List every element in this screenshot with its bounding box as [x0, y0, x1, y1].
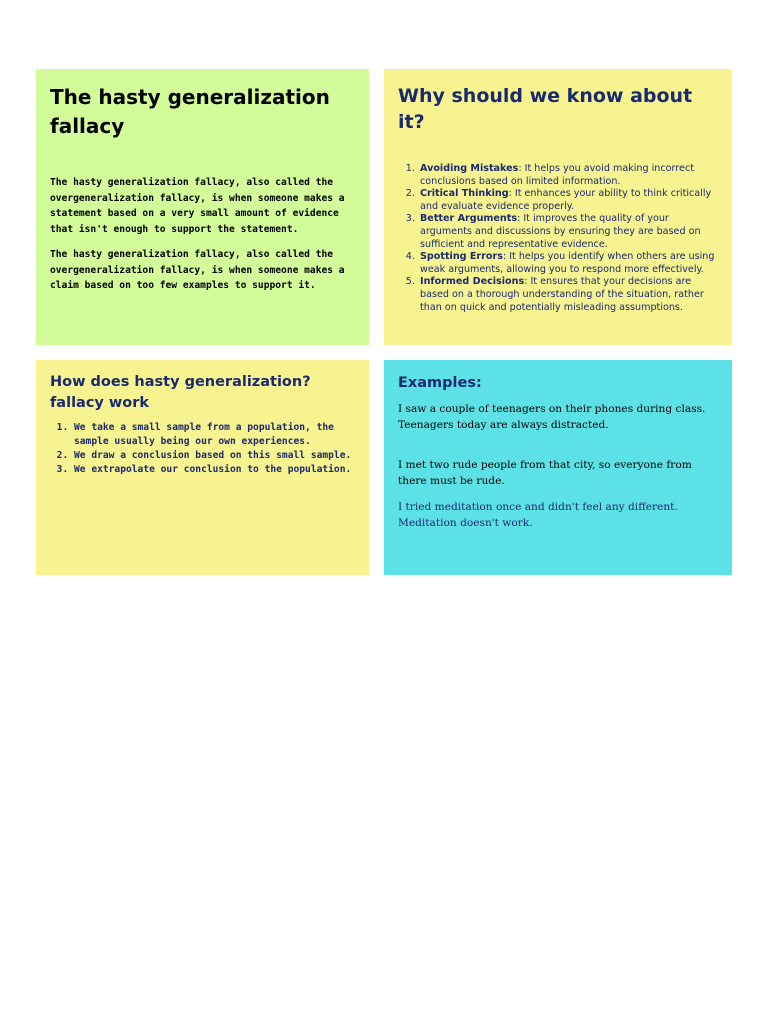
reason-text: : It improves the quality of your arguments and discussions by ensuring they are based on sufficient and representative evidence. [420, 213, 701, 250]
reason-text: : It helps you avoid making incorrect conclusions based on limited information. [420, 163, 694, 187]
reason-term: Avoiding Mistakes [420, 163, 519, 174]
reason-term: Critical Thinking [420, 188, 509, 200]
list-item [418, 276, 718, 314]
reason-text: : It enhances your ability to think critically and evaluate evidence properly. [420, 188, 712, 212]
list-item [418, 163, 718, 188]
example-text: I met two rude people from that city, so everyone from there must be rude. [398, 459, 692, 487]
list-item: 2. We draw a conclusion based on this small sample. [74, 449, 355, 463]
definition-paragraph: The hasty generalization fallacy, also called the overgeneralization fallacy, is when someone makes a claim based on too few examples to support it. [50, 249, 345, 291]
list-item: 1. We take a small sample from a population, the sample usually being our own experiences. [74, 421, 355, 449]
why-card [384, 69, 732, 345]
examples-title: Examples: [398, 375, 482, 391]
definition-card [36, 69, 369, 345]
how-card [36, 360, 369, 575]
examples-card [384, 360, 732, 575]
list-item [418, 251, 718, 276]
reason-term: Spotting Errors [420, 251, 503, 263]
list-item: 3. We extrapolate our conclusion to the population. [74, 463, 355, 477]
definition-title: The hasty generalization fallacy [50, 85, 330, 138]
example-text: I saw a couple of teenagers on their phones during class. Teenagers today are always distracted. [398, 403, 706, 431]
reason-text: : It ensures that your decisions are based on a thorough understanding of the situation, rather than on quick and potentially misleading assumptions. [420, 276, 704, 313]
reasons-list [398, 163, 718, 314]
list-item [418, 188, 718, 213]
list-item [418, 213, 718, 251]
why-title: Why should we know about it? [398, 85, 693, 133]
how-title: How does hasty generalization? fallacy work [50, 374, 311, 411]
reason-text: : It helps you identify when others are using weak arguments, allowing you to respond more effectively. [420, 251, 715, 275]
reason-term: Better Arguments [420, 213, 518, 225]
definition-paragraph: The hasty generalization fallacy, also called the overgeneralization fallacy, is when someone makes a statement based on a very small amount of evidence that isn't enough to support the statement. [50, 177, 345, 235]
example-text: I tried meditation once and didn't feel any different. Meditation doesn't work. [398, 501, 678, 529]
reason-term: Informed Decisions [420, 276, 525, 288]
steps-list [50, 421, 355, 477]
